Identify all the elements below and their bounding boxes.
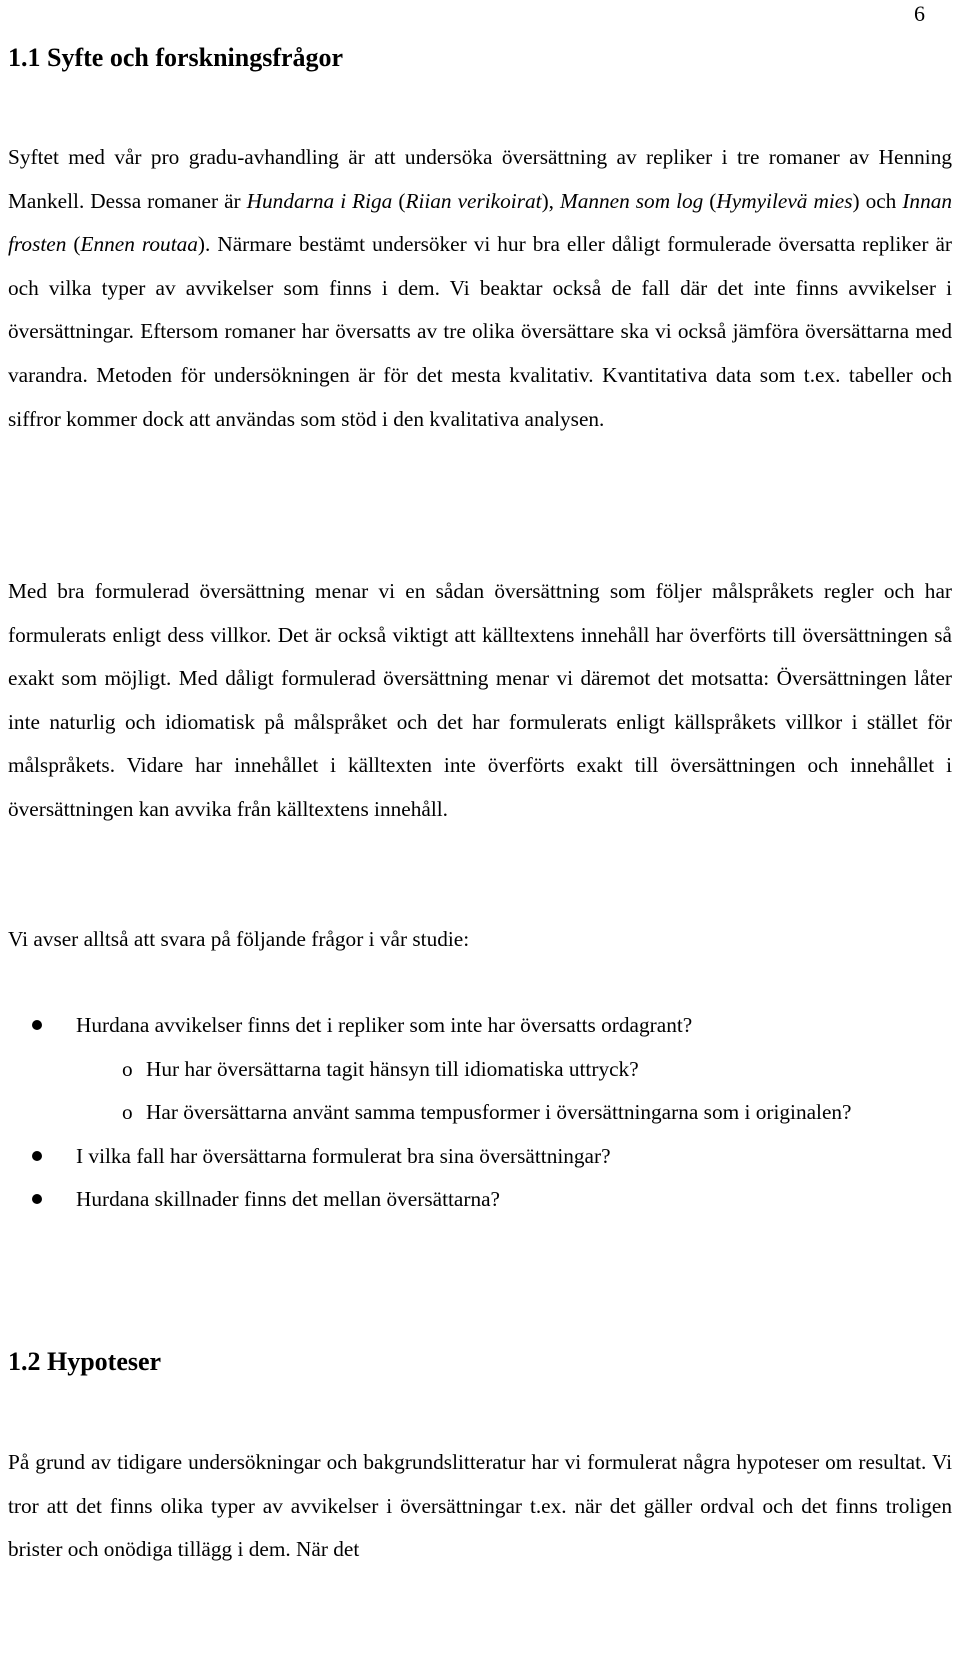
question-text: Hurdana avvikelser finns det i repliker som inte har översatts ordagrant? [76, 1013, 693, 1037]
book-title: Riian verikoirat [405, 188, 542, 213]
bullet-icon [32, 1151, 42, 1161]
question-text: Hur har översättarna tagit hänsyn till idiomatiska uttryck? [146, 1056, 639, 1081]
bullet-icon [32, 1194, 42, 1204]
section-heading-1-2: 1.2 Hypoteser [8, 1347, 162, 1376]
text-run: ). Närmare bestämt undersöker vi hur bra eller dåligt formulerade översatta repliker är och vilka typer av avvikelser som finns i dem. Vi beaktar också de fall där det inte finns avvikelser i översättningar. Eftersom romaner har översatts av tre olika översättare ska vi också jämföra översättarna med varandra. Metoden för undersökningen är för det mesta kvalitativ. Kvantitativa data som t.ex. tabeller och siffror kommer dock att användas som stöd i den kvalitativa analysen. [8, 232, 952, 431]
page-number: 6 [914, 1, 925, 26]
text-run: ( [66, 232, 81, 257]
paragraph-purpose [8, 136, 952, 441]
paragraph-questions-intro: Vi avser alltså att svara på följande frågor i vår studie: [8, 927, 470, 951]
text-run: ), [541, 188, 560, 213]
paragraph-definitions: Med bra formulerad översättning menar vi en sådan översättning som följer målspråkets regler och har formulerats enligt dess villkor. Det är också viktigt att källtextens innehåll har överförts till översättningen så exakt som möjligt. Med dåligt formulerad översättning menar vi däremot det motsatta: Översättningen låter inte naturlig och idiomatisk på målspråket och det har formulerats enligt källspråkets villkor i stället för målspråkets. Vidare har innehållet i källtexten inte överförts exakt till översättningen och innehållet i översättningen kan avvika från källtextens innehåll. [8, 579, 952, 821]
text-run: ( [392, 188, 406, 213]
text-run: ( [703, 188, 717, 213]
paragraph-hypotheses: På grund av tidigare undersökningar och bakgrundslitteratur har vi formulerat några hypoteser om resultat. Vi tror att det finns olika typer av avvikelser i översättningar t.ex. när det gäller ordval och det finns troligen brister och onödiga tillägg i dem. När det [8, 1450, 952, 1562]
question-text: Hurdana skillnader finns det mellan översättarna? [76, 1187, 501, 1212]
sub-list-item [8, 1091, 952, 1135]
book-title: Mannen som log [559, 188, 704, 213]
text-run: ) och [852, 188, 903, 213]
book-title: Hundarna i Riga [246, 188, 393, 213]
sub-list-item [8, 1048, 952, 1092]
question-text: I vilka fall har översättarna formulerat bra sina översättningar? [76, 1143, 611, 1168]
book-title: Innan frosten [8, 188, 953, 257]
list-item [8, 1004, 952, 1048]
list-item [8, 1178, 952, 1222]
sub-bullet-marker: o [122, 1100, 133, 1125]
sub-bullet-marker: o [122, 1056, 133, 1081]
text-run: Syftet med vår pro gradu-avhandling är att undersöka översättning av repliker i tre romaner av Henning Mankell. Dessa romaner är [8, 145, 952, 213]
list-item [8, 1135, 952, 1179]
section-heading-1-1: 1.1 Syfte och forskningsfrågor [8, 43, 344, 72]
research-questions-list [8, 1004, 952, 1222]
book-title: Ennen routaa [80, 232, 198, 257]
question-text: Har översättarna använt samma tempusformer i översättningarna som i originalen? [146, 1100, 852, 1125]
bullet-icon [32, 1020, 42, 1030]
book-title: Hymyilevä mies [716, 188, 853, 213]
